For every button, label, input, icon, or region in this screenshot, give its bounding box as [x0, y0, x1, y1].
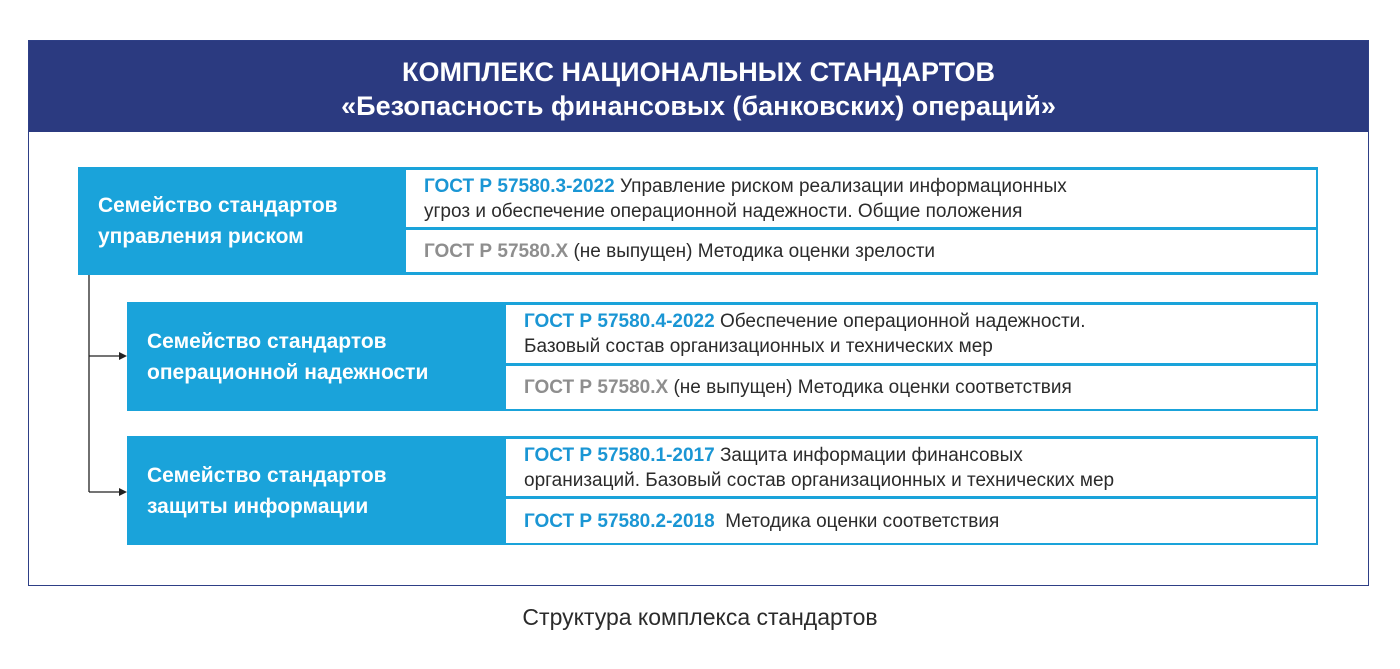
family-label-line: Семейство стандартов	[147, 463, 387, 487]
standard-code: ГОСТ Р 57580.4-2022	[524, 311, 715, 332]
standard-code: ГОСТ Р 57580.3-2022	[424, 175, 615, 197]
family-label	[78, 167, 403, 275]
standard-text: Защита информации финансовых	[714, 444, 1023, 466]
standard-text: Базовый состав организационных и технических мер	[524, 336, 993, 357]
figure-caption: Структура комплекса стандартов	[522, 604, 878, 630]
standard-row	[406, 170, 1316, 227]
family-risk-management	[78, 167, 1318, 275]
standard-text: организаций. Базовый состав организационных и технических мер	[524, 469, 1115, 491]
standard-row	[406, 230, 1316, 272]
family-label-line: Семейство стандартов	[147, 329, 387, 353]
header-subtitle: «Безопасность финансовых (банковских) операций»	[341, 91, 1056, 121]
header-title: КОМПЛЕКС НАЦИОНАЛЬНЫХ СТАНДАРТОВ	[401, 57, 996, 87]
standard-code: ГОСТ Р 57580.Х	[424, 240, 569, 262]
standard-code: ГОСТ Р 57580.2-2018	[524, 510, 715, 532]
standard-code: ГОСТ Р 57580.1-2017	[524, 444, 715, 466]
arrow-head	[119, 488, 127, 496]
family-information-protection	[127, 436, 1318, 545]
standard-text: (не выпущен) Методика оценки зрелости	[568, 240, 936, 262]
standard-row	[506, 439, 1316, 496]
standard-row	[506, 499, 1316, 543]
standard-row	[506, 366, 1316, 409]
standard-text: Управление риском реализации информационных	[614, 175, 1067, 197]
standard-text: (не выпущен) Методика оценки соответствия	[668, 377, 1072, 398]
standard-row	[506, 305, 1316, 363]
family-label-line: защиты информации	[147, 494, 369, 518]
family-label-line: Семейство стандартов	[98, 194, 338, 217]
standard-text: угроз и обеспечение операционной надежности. Общие положения	[424, 200, 1023, 222]
standard-code: ГОСТ Р 57580.Х	[524, 377, 669, 398]
arrow-head	[119, 352, 127, 360]
family-operational-reliability	[127, 302, 1318, 411]
standard-text: Обеспечение операционной надежности.	[714, 311, 1086, 332]
family-label	[127, 302, 503, 411]
family-label-line: управления риском	[98, 225, 304, 248]
standard-text: Методика оценки соответствия	[714, 510, 1000, 532]
family-label-line: операционной надежности	[147, 360, 429, 384]
family-label	[127, 436, 503, 545]
